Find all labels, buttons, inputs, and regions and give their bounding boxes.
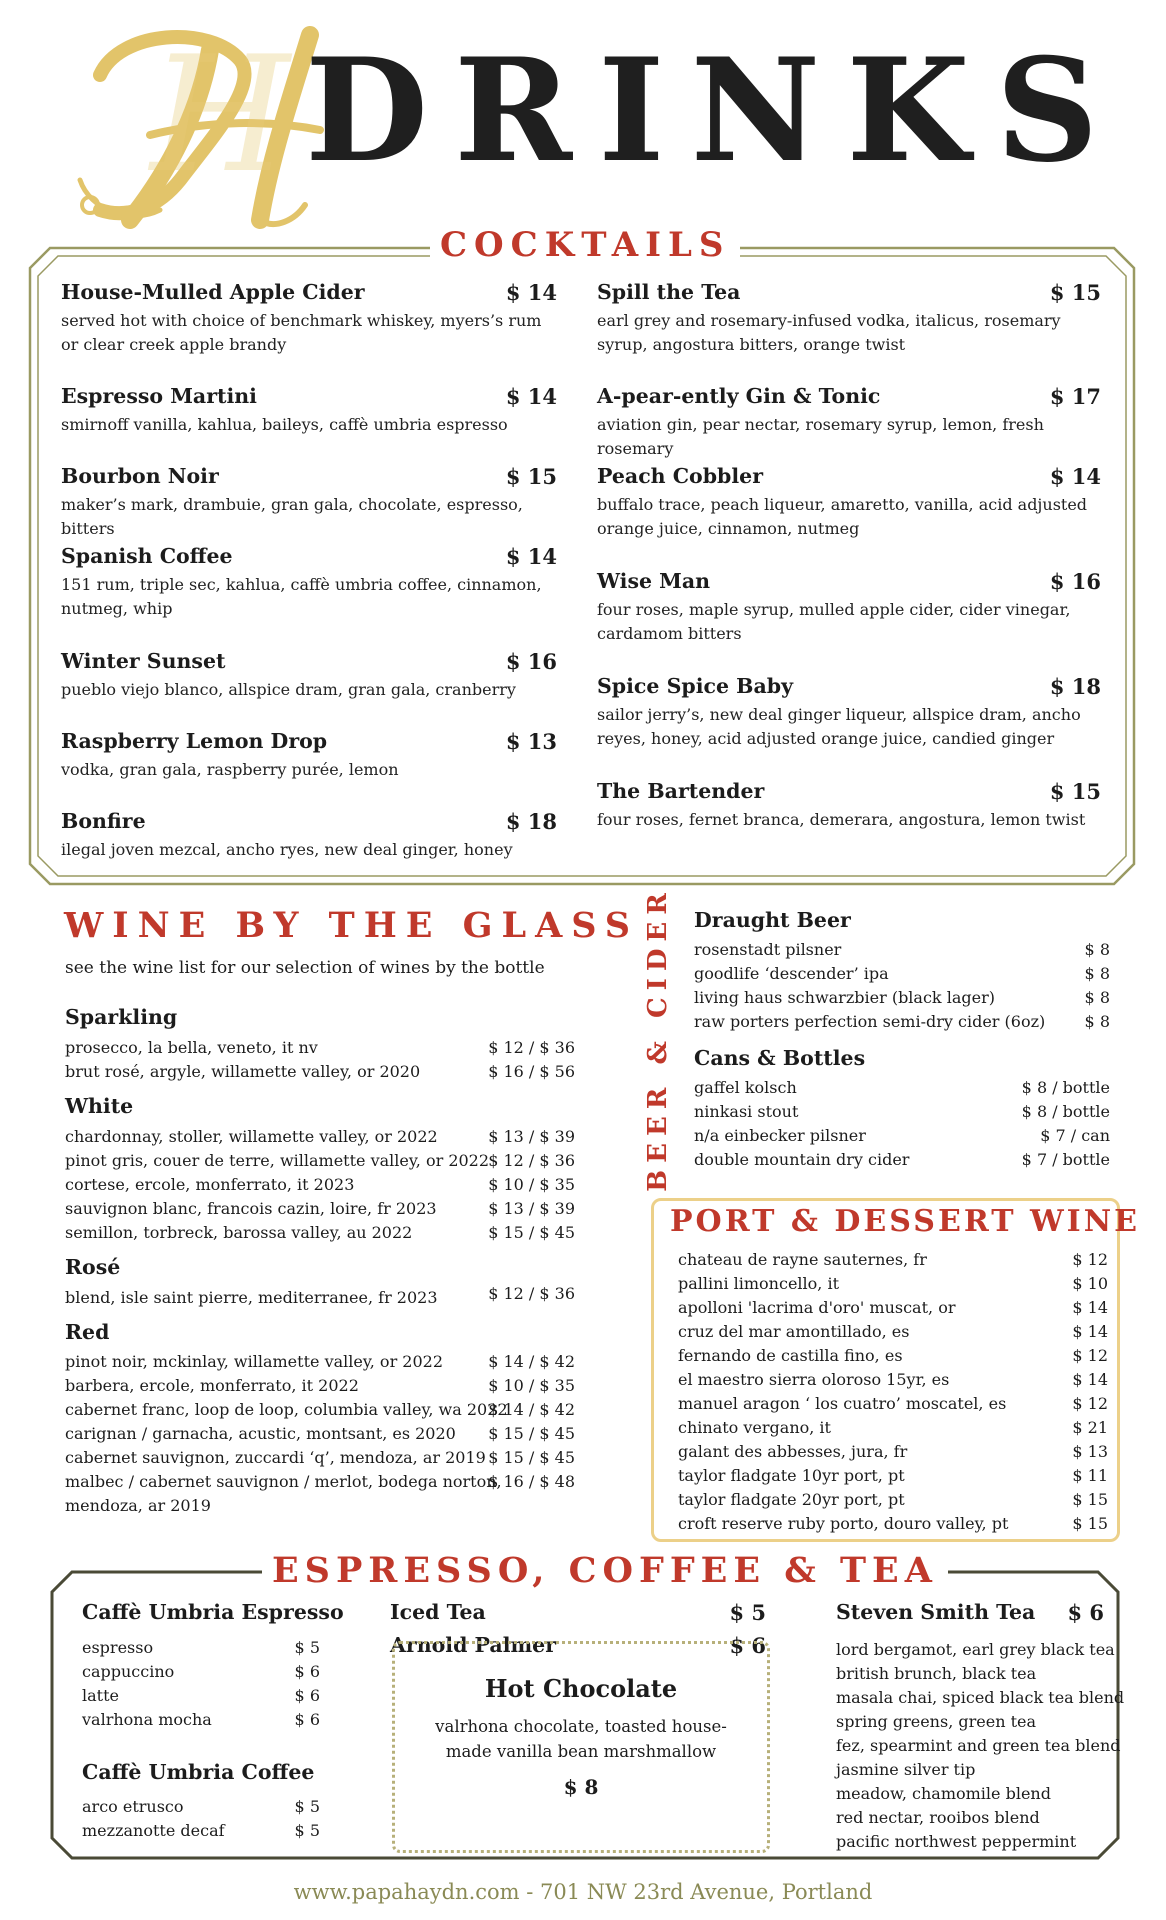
wine-item (65, 1127, 575, 1146)
port-item (678, 1298, 1108, 1317)
port-price: $ 12 (1072, 1346, 1108, 1365)
port-name: el maestro sierra oloroso 15yr, es (678, 1370, 950, 1389)
port-name: croft reserve ruby porto, douro valley, pt (678, 1514, 1009, 1533)
wine-price: $ 16 / $ 48 (488, 1472, 575, 1491)
beer-price: $ 7 / can (1040, 1126, 1110, 1145)
cocktail-price: $ 14 (505, 544, 557, 569)
cocktail-desc: 151 rum, triple sec, kahlua, caffè umbria coffee, cinnamon, nutmeg, whip (61, 574, 542, 619)
cocktail-name: Espresso Martini (61, 384, 257, 408)
wine-item (65, 1472, 575, 1491)
port-price: $ 15 (1072, 1514, 1108, 1533)
cocktail-name: A-pear-ently Gin & Tonic (597, 384, 881, 408)
cocktail-price: $ 18 (1049, 674, 1101, 699)
cocktail-name: Spice Spice Baby (597, 674, 794, 698)
tea-item: masala chai, spiced black tea blend (836, 1688, 1125, 1707)
wine-item (65, 1038, 575, 1057)
hot-chocolate-price: $ 8 (563, 1775, 599, 1799)
beer-name: rosenstadt pilsner (694, 940, 842, 959)
tea-heading-row (836, 1600, 1104, 1625)
page-title: DRINKS (305, 28, 1125, 194)
cocktail-price: $ 16 (1049, 569, 1101, 594)
arnold-palmer-price: $ 6 (729, 1633, 766, 1658)
wine-name: carignan / garnacha, acustic, montsant, es 2020 (65, 1424, 456, 1443)
port-name: chateau de rayne sauternes, fr (678, 1250, 927, 1269)
beer-item (694, 1150, 1110, 1169)
wine-name: blend, isle saint pierre, mediterranee, fr 2023 (65, 1288, 438, 1307)
port-price: $ 14 (1072, 1298, 1108, 1317)
wine-item (65, 1223, 575, 1242)
port-name: galant des abbesses, jura, fr (678, 1442, 908, 1461)
cocktail-item (61, 384, 557, 437)
espresso-name: espresso (82, 1638, 154, 1657)
port-name: cruz del mar amontillado, es (678, 1322, 910, 1341)
cocktail-name: Bourbon Noir (61, 464, 219, 488)
hot-chocolate-desc-line2: made vanilla bean marshmallow (445, 1742, 717, 1761)
cocktail-desc: buffalo trace, peach liqueur, amaretto, vanilla, acid adjusted orange juice, cinnamon, nutmeg (597, 494, 1088, 539)
cocktail-price: $ 14 (505, 280, 557, 305)
umbria-coffee-heading: Caffè Umbria Coffee (82, 1760, 315, 1784)
beer-item (694, 988, 1110, 1007)
cocktail-name: Bonfire (61, 809, 146, 833)
espresso-item (82, 1638, 320, 1657)
beer-price: $ 8 / bottle (1021, 1078, 1110, 1097)
wine-note: see the wine list for our selection of wines by the bottle (65, 958, 545, 978)
cocktail-item (61, 809, 557, 862)
wine-item (65, 1175, 575, 1194)
espresso-name: cappuccino (82, 1662, 175, 1681)
wine-category-rose: Rosé (65, 1255, 121, 1279)
wine-name: cabernet franc, loop de loop, columbia valley, wa 2022 (65, 1400, 508, 1419)
tea-item: pacific northwest peppermint (836, 1832, 1077, 1851)
wine-item (65, 1062, 575, 1081)
cocktail-price: $ 18 (505, 809, 557, 834)
port-price: $ 14 (1072, 1370, 1108, 1389)
wine-item (65, 1151, 575, 1170)
port-price: $ 14 (1072, 1322, 1108, 1341)
beer-price: $ 7 / bottle (1021, 1150, 1110, 1169)
port-price: $ 13 (1072, 1442, 1108, 1461)
wine-price: $ 13 / $ 39 (488, 1199, 575, 1218)
cocktail-desc: served hot with choice of benchmark whiskey, myers’s rum or clear creek apple brandy (61, 310, 542, 355)
wine-name: barbera, ercole, monferrato, it 2022 (65, 1376, 359, 1395)
beer-price: $ 8 (1084, 988, 1110, 1007)
cocktail-item (61, 729, 557, 782)
cocktail-desc: pueblo viejo blanco, allspice dram, gran gala, cranberry (61, 679, 516, 699)
tea-item: meadow, chamomile blend (836, 1784, 1051, 1803)
cocktail-price: $ 16 (505, 649, 557, 674)
cocktail-desc: four roses, maple syrup, mulled apple cider, cider vinegar, cardamom bitters (597, 599, 1071, 644)
cocktail-item (61, 544, 557, 622)
cocktail-item (61, 280, 557, 358)
port-item (678, 1418, 1108, 1437)
tea-list (836, 1638, 1124, 1854)
cocktail-desc: ilegal joven mezcal, ancho ryes, new deal ginger, honey (61, 839, 513, 859)
coffee-price: $ 5 (294, 1797, 320, 1816)
cocktail-item (61, 649, 557, 702)
port-item (678, 1490, 1108, 1509)
cocktail-item (597, 674, 1101, 752)
wine-name: pinot noir, mckinlay, willamette valley, or 2022 (65, 1352, 444, 1371)
beer-name: raw porters perfection semi-dry cider (6oz) (694, 1012, 1046, 1031)
port-name: apolloni 'lacrima d'oro' muscat, or (678, 1298, 956, 1317)
port-item (678, 1250, 1108, 1269)
beer-heading-vertical (636, 886, 680, 1192)
cocktail-price: $ 13 (505, 729, 557, 754)
cocktail-price: $ 15 (1049, 280, 1101, 305)
cocktail-desc: maker’s mark, drambuie, gran gala, chocolate, espresso, bitters (61, 494, 523, 539)
cocktail-desc: four roses, fernet branca, demerara, angostura, lemon twist (597, 809, 1086, 829)
espresso-item (82, 1662, 320, 1681)
port-item (678, 1370, 1108, 1389)
wine-category-sparkling: Sparkling (65, 1005, 178, 1029)
port-name: pallini limoncello, it (678, 1274, 839, 1293)
beer-item (694, 1126, 1110, 1145)
beer-name: ninkasi stout (694, 1102, 799, 1121)
port-item (678, 1322, 1108, 1341)
coffee-price: $ 5 (294, 1821, 320, 1840)
beer-price: $ 8 / bottle (1021, 1102, 1110, 1121)
wine-price: $ 14 / $ 42 (488, 1352, 575, 1371)
beer-item (694, 1012, 1110, 1031)
beer-name: living haus schwarzbier (black lager) (694, 988, 995, 1007)
beer-price: $ 8 (1084, 940, 1110, 959)
cocktail-name: Wise Man (597, 569, 711, 593)
espresso-name: latte (82, 1686, 119, 1705)
hot-chocolate-name: Hot Chocolate (484, 1674, 678, 1703)
cocktail-item (597, 779, 1101, 832)
wine-name: prosecco, la bella, veneto, it nv (65, 1038, 318, 1057)
wine-name: malbec / cabernet sauvignon / merlot, bodega norton, (65, 1472, 502, 1491)
beer-name: goodlife ‘descender’ ipa (694, 964, 889, 983)
wine-price: $ 14 / $ 42 (488, 1400, 575, 1419)
cocktail-name: Winter Sunset (61, 649, 226, 673)
wine-item-continuation: mendoza, ar 2019 (65, 1496, 211, 1515)
wine-name: cabernet sauvignon, zuccardi ‘q’, mendoza, ar 2019 (65, 1448, 486, 1467)
port-name: manuel aragon ‘ los cuatro’ moscatel, es (678, 1394, 1007, 1413)
wine-category-red: Red (65, 1320, 110, 1344)
wine-price: $ 13 / $ 39 (488, 1127, 575, 1146)
espresso-price: $ 6 (294, 1662, 320, 1681)
port-name: taylor fladgate 20yr port, pt (678, 1490, 905, 1509)
cocktail-item (597, 464, 1101, 542)
iced-tea-item (390, 1600, 766, 1625)
cocktail-desc: sailor jerry’s, new deal ginger liqueur, allspice dram, ancho reyes, honey, acid adjusted orange juice, candied ginger (597, 704, 1081, 749)
wine-item (65, 1400, 575, 1419)
tea-price: $ 6 (1067, 1600, 1104, 1625)
wine-name: brut rosé, argyle, willamette valley, or 2020 (65, 1062, 421, 1081)
coffee-name: mezzanotte decaf (82, 1821, 225, 1840)
wine-heading: WINE BY THE GLASS (64, 905, 640, 946)
port-price: $ 21 (1072, 1418, 1108, 1437)
cocktail-item (597, 569, 1101, 647)
tea-item: jasmine silver tip (836, 1760, 976, 1779)
port-price: $ 10 (1072, 1274, 1108, 1293)
beer-price: $ 8 (1084, 964, 1110, 983)
cocktail-item (597, 384, 1101, 462)
beer-price: $ 8 (1084, 1012, 1110, 1031)
port-item (678, 1394, 1108, 1413)
cocktail-price: $ 14 (505, 384, 557, 409)
cocktail-name: Spanish Coffee (61, 544, 233, 568)
wine-price: $ 12 / $ 36 (488, 1151, 575, 1170)
tea-name: Steven Smith Tea (836, 1600, 1036, 1624)
wine-item (65, 1424, 575, 1443)
wine-price: $ 15 / $ 45 (488, 1223, 575, 1242)
cocktail-price: $ 15 (505, 464, 557, 489)
port-heading: PORT & DESSERT WINE (670, 1204, 1140, 1239)
cocktail-price: $ 14 (1049, 464, 1101, 489)
port-price: $ 12 (1072, 1394, 1108, 1413)
cocktail-desc: earl grey and rosemary-infused vodka, italicus, rosemary syrup, angostura bitters, orange twist (597, 310, 1061, 355)
port-item (678, 1346, 1108, 1365)
umbria-espresso-heading: Caffè Umbria Espresso (82, 1600, 344, 1624)
iced-tea-name: Iced Tea (390, 1600, 486, 1624)
beer-name: n/a einbecker pilsner (694, 1126, 866, 1145)
coffee-name: arco etrusco (82, 1797, 184, 1816)
wine-category-white: White (65, 1094, 134, 1118)
port-item (678, 1466, 1108, 1485)
cocktail-name: Spill the Tea (597, 280, 741, 304)
port-name: fernando de castilla fino, es (678, 1346, 903, 1365)
tea-item: fez, spearmint and green tea blend (836, 1736, 1121, 1755)
espresso-name: valrhona mocha (82, 1710, 212, 1729)
espresso-item (82, 1710, 320, 1729)
tea-item: red nectar, rooibos blend (836, 1808, 1040, 1827)
cocktails-heading: COCKTAILS (430, 228, 740, 262)
port-item (678, 1514, 1108, 1533)
espresso-price: $ 6 (294, 1686, 320, 1705)
beer-item (694, 940, 1110, 959)
beer-category-cans: Cans & Bottles (694, 1046, 866, 1070)
cocktail-price: $ 15 (1049, 779, 1101, 804)
footer-address: www.papahaydn.com - 701 NW 23rd Avenue, Portland (293, 1880, 873, 1904)
cocktail-desc: smirnoff vanilla, kahlua, baileys, caffè umbria espresso (61, 414, 508, 434)
cocktail-item (61, 464, 557, 542)
wine-price: $ 15 / $ 45 (488, 1448, 575, 1467)
cocktail-item (597, 280, 1101, 358)
arnold-palmer-name: Arnold Palmer (390, 1633, 557, 1657)
port-price: $ 11 (1072, 1466, 1108, 1485)
beer-name: gaffel kolsch (694, 1078, 797, 1097)
espresso-price: $ 5 (294, 1638, 320, 1657)
beer-name: double mountain dry cider (694, 1150, 910, 1169)
port-item (678, 1274, 1108, 1293)
cocktail-name: Raspberry Lemon Drop (61, 729, 328, 753)
wine-price: $ 15 / $ 45 (488, 1424, 575, 1443)
wine-name: sauvignon blanc, francois cazin, loire, fr 2023 (65, 1199, 437, 1218)
beer-item (694, 1078, 1110, 1097)
tea-item: lord bergamot, earl grey black tea (836, 1640, 1115, 1659)
wine-item (65, 1376, 575, 1395)
coffee-item (82, 1797, 320, 1816)
cocktail-desc: aviation gin, pear nectar, rosemary syrup, lemon, fresh rosemary (597, 414, 1044, 459)
cocktail-name: Peach Cobbler (597, 464, 764, 488)
espresso-heading: ESPRESSO, COFFEE & TEA (262, 1553, 948, 1588)
wine-item (65, 1199, 575, 1218)
wine-price: $ 12 / $ 36 (488, 1038, 575, 1057)
coffee-item (82, 1821, 320, 1840)
port-price: $ 12 (1072, 1250, 1108, 1269)
beer-item (694, 1102, 1110, 1121)
wine-item (65, 1284, 575, 1307)
wine-name: chardonnay, stoller, willamette valley, or 2022 (65, 1127, 438, 1146)
tea-item: british brunch, black tea (836, 1664, 1037, 1683)
cocktail-name: House-Mulled Apple Cider (61, 280, 365, 304)
wine-item (65, 1352, 575, 1371)
cocktail-desc: vodka, gran gala, raspberry purée, lemon (61, 759, 399, 779)
beer-item (694, 964, 1110, 983)
cocktail-name: The Bartender (597, 779, 765, 803)
wine-price: $ 12 / $ 36 (488, 1284, 575, 1303)
iced-tea-price: $ 5 (729, 1600, 766, 1625)
port-name: taylor fladgate 10yr port, pt (678, 1466, 905, 1485)
wine-price: $ 10 / $ 35 (488, 1376, 575, 1395)
hot-chocolate-desc-line1: valrhona chocolate, toasted house- (435, 1717, 727, 1736)
wine-item (65, 1448, 575, 1467)
port-item (678, 1442, 1108, 1461)
beer-heading: BEER & CIDER (643, 886, 673, 1192)
tea-item: spring greens, green tea (836, 1712, 1037, 1731)
espresso-item (82, 1686, 320, 1705)
hot-chocolate-box (392, 1641, 770, 1853)
wine-name: semillon, torbreck, barossa valley, au 2022 (65, 1223, 413, 1242)
wine-price: $ 16 / $ 56 (488, 1062, 575, 1081)
espresso-price: $ 6 (294, 1710, 320, 1729)
port-price: $ 15 (1072, 1490, 1108, 1509)
beer-category-draught: Draught Beer (694, 908, 851, 932)
port-name: chinato vergano, it (678, 1418, 831, 1437)
logo-letter: H (150, 21, 290, 208)
cocktail-price: $ 17 (1049, 384, 1101, 409)
wine-price: $ 10 / $ 35 (488, 1175, 575, 1194)
wine-name: cortese, ercole, monferrato, it 2023 (65, 1175, 355, 1194)
wine-name: pinot gris, couer de terre, willamette valley, or 2022 (65, 1151, 490, 1170)
